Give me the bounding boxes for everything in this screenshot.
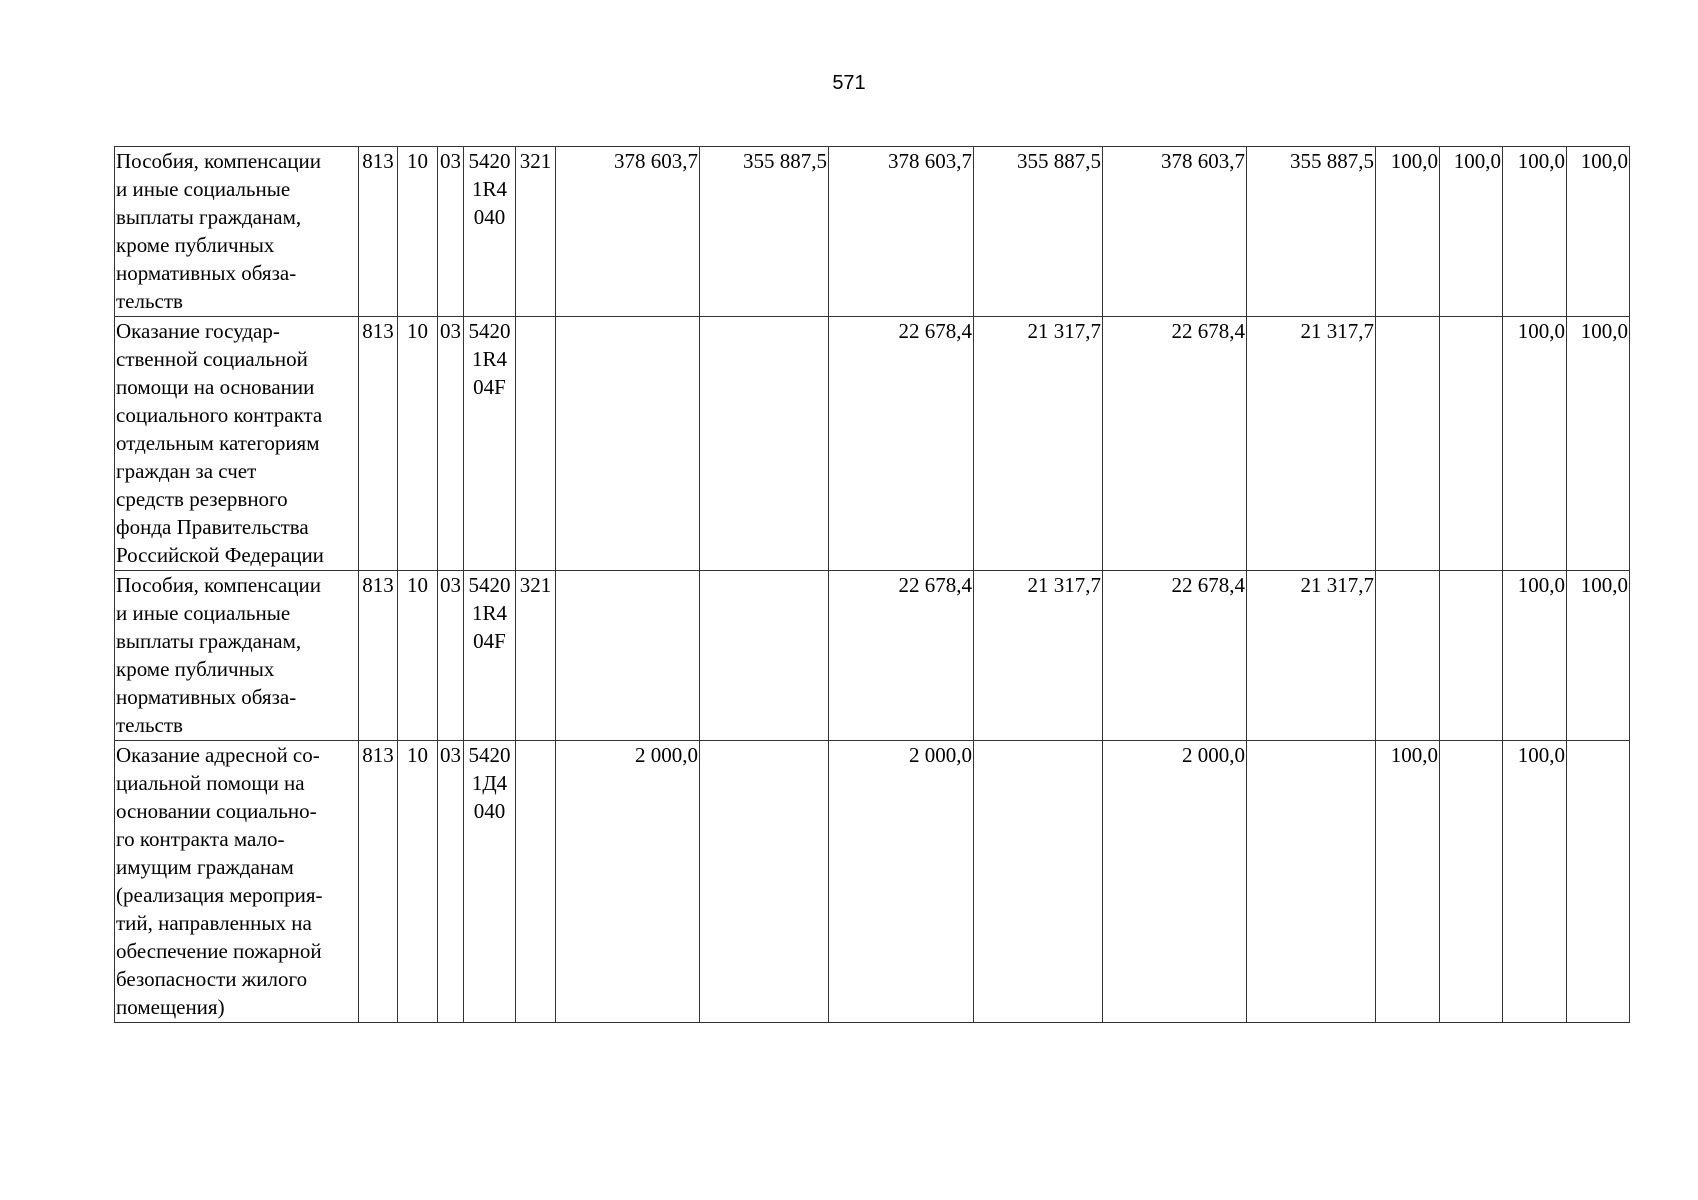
amount-cell bbox=[700, 741, 829, 1023]
subsection-code: 03 bbox=[438, 317, 464, 571]
percent-cell: 100,0 bbox=[1376, 147, 1440, 317]
target-article-code: 5420 1Д4 040 bbox=[464, 741, 516, 1023]
percent-cell: 100,0 bbox=[1567, 147, 1630, 317]
amount-cell: 378 603,7 bbox=[1103, 147, 1247, 317]
expense-name: Оказание адресной со- циальной помощи на основании социально- го контракта мало- имущим гражданам (реализация мероприя- тий, направленных на обеспечение пожарной безопасности жилого помещения) bbox=[115, 741, 359, 1023]
expense-name: Пособия, компенсации и иные социальные выплаты гражданам, кроме публичных нормативных обяза- тельств bbox=[115, 571, 359, 741]
amount-cell bbox=[700, 571, 829, 741]
amount-cell: 2 000,0 bbox=[1103, 741, 1247, 1023]
target-article-code: 5420 1R4 04F bbox=[464, 571, 516, 741]
table-row bbox=[115, 741, 1630, 1023]
amount-cell: 2 000,0 bbox=[829, 741, 974, 1023]
expense-type-code: 321 bbox=[516, 147, 556, 317]
percent-cell: 100,0 bbox=[1503, 147, 1567, 317]
percent-cell bbox=[1376, 317, 1440, 571]
expense-type-code bbox=[516, 741, 556, 1023]
ministry-code: 813 bbox=[359, 741, 398, 1023]
page-number: 571 bbox=[832, 72, 866, 94]
percent-cell: 100,0 bbox=[1503, 571, 1567, 741]
amount-cell: 22 678,4 bbox=[829, 571, 974, 741]
amount-cell: 378 603,7 bbox=[556, 147, 700, 317]
target-article-code: 5420 1R4 04F bbox=[464, 317, 516, 571]
amount-cell: 21 317,7 bbox=[1247, 571, 1376, 741]
amount-cell bbox=[1247, 741, 1376, 1023]
ministry-code: 813 bbox=[359, 317, 398, 571]
percent-cell bbox=[1567, 741, 1630, 1023]
amount-cell: 22 678,4 bbox=[1103, 317, 1247, 571]
percent-cell: 100,0 bbox=[1567, 317, 1630, 571]
subsection-code: 03 bbox=[438, 571, 464, 741]
amount-cell: 378 603,7 bbox=[829, 147, 974, 317]
amount-cell: 355 887,5 bbox=[974, 147, 1103, 317]
amount-cell: 21 317,7 bbox=[974, 317, 1103, 571]
section-code: 10 bbox=[398, 571, 438, 741]
table-row bbox=[115, 571, 1630, 741]
percent-cell: 100,0 bbox=[1503, 317, 1567, 571]
table-row bbox=[115, 317, 1630, 571]
amount-cell bbox=[974, 741, 1103, 1023]
ministry-code: 813 bbox=[359, 571, 398, 741]
amount-cell bbox=[700, 317, 829, 571]
amount-cell: 2 000,0 bbox=[556, 741, 700, 1023]
percent-cell bbox=[1440, 741, 1503, 1023]
expense-name: Оказание государ- ственной социальной помощи на основании социального контракта отдельным категориям граждан за счет средств резервного фонда Правительства Российской Федерации bbox=[115, 317, 359, 571]
amount-cell bbox=[556, 317, 700, 571]
percent-cell: 100,0 bbox=[1567, 571, 1630, 741]
section-code: 10 bbox=[398, 741, 438, 1023]
amount-cell: 21 317,7 bbox=[974, 571, 1103, 741]
percent-cell: 100,0 bbox=[1440, 147, 1503, 317]
percent-cell: 100,0 bbox=[1503, 741, 1567, 1023]
amount-cell: 21 317,7 bbox=[1247, 317, 1376, 571]
budget-table bbox=[114, 146, 1630, 1023]
table-row bbox=[115, 147, 1630, 317]
expense-type-code bbox=[516, 317, 556, 571]
subsection-code: 03 bbox=[438, 147, 464, 317]
subsection-code: 03 bbox=[438, 741, 464, 1023]
percent-cell: 100,0 bbox=[1376, 741, 1440, 1023]
expense-name: Пособия, компенсации и иные социальные выплаты гражданам, кроме публичных нормативных обяза- тельств bbox=[115, 147, 359, 317]
percent-cell bbox=[1440, 571, 1503, 741]
amount-cell: 22 678,4 bbox=[1103, 571, 1247, 741]
amount-cell: 355 887,5 bbox=[1247, 147, 1376, 317]
amount-cell: 355 887,5 bbox=[700, 147, 829, 317]
expense-type-code: 321 bbox=[516, 571, 556, 741]
target-article-code: 5420 1R4 040 bbox=[464, 147, 516, 317]
amount-cell: 22 678,4 bbox=[829, 317, 974, 571]
section-code: 10 bbox=[398, 147, 438, 317]
section-code: 10 bbox=[398, 317, 438, 571]
amount-cell bbox=[556, 571, 700, 741]
percent-cell bbox=[1376, 571, 1440, 741]
percent-cell bbox=[1440, 317, 1503, 571]
ministry-code: 813 bbox=[359, 147, 398, 317]
